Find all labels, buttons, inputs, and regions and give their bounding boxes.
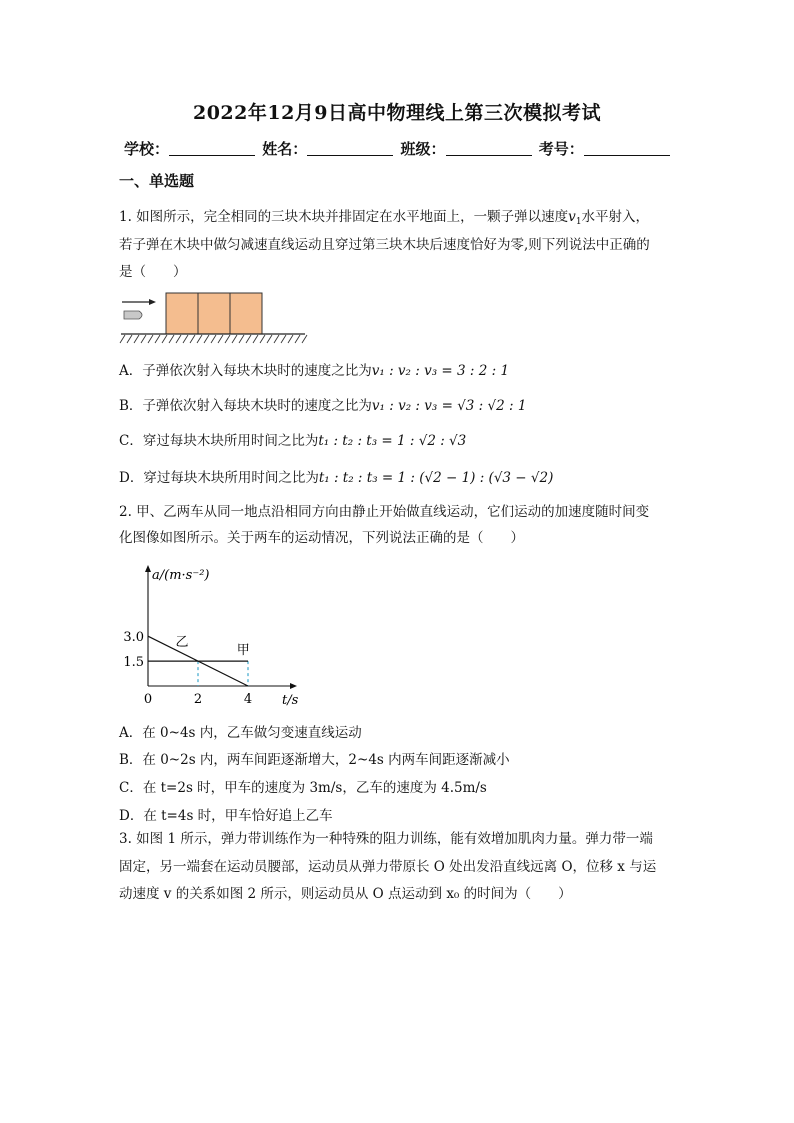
q1-line1: 1. 如图所示，完全相同的三块木块并排固定在水平地面上，一颗子弹以速度$v_1$水平射入， xyxy=(119,209,650,227)
y-axis-label: a/(m·s⁻²) xyxy=(152,568,210,583)
class-label: 班级： xyxy=(400,140,446,158)
q1-option-b[interactable]: B．子弹依次射入每块木块时的速度之比为v₁ : v₂ : v₃ = √3 : √2 : 1 xyxy=(119,398,527,414)
velocity-arrow-head xyxy=(149,299,156,305)
q2-option-b[interactable]: B．在 0~2s 内，两车间距逐渐增大，2~4s 内两车间距逐渐减小 xyxy=(119,752,510,768)
x-tick-label: 0 xyxy=(143,692,153,707)
bullet-icon xyxy=(124,311,142,319)
q1-option-c[interactable]: C．穿过每块木块所用时间之比为t₁ : t₂ : t₃ = 1 : √2 : √3 xyxy=(119,433,467,449)
q3-line3: 动速度 v 的关系如图 2 所示，则运动员从 O 点运动到 x₀ 的时间为（ ） xyxy=(119,886,572,902)
wood-block-1 xyxy=(166,293,198,334)
section-title: 一、单选题 xyxy=(119,172,195,190)
series-label-yi: 乙 xyxy=(175,634,189,650)
school-blank[interactable] xyxy=(169,141,255,156)
wood-block-3 xyxy=(230,293,262,334)
q1-option-a[interactable]: A．子弹依次射入每块木块时的速度之比为v₁ : v₂ : v₃ = 3 : 2 : 1 xyxy=(119,363,510,379)
x-axis-arrow xyxy=(290,683,297,689)
q3-line2: 固定，另一端套在运动员腰部，运动员从弹力带原长 O 处出发沿直线远离 O，位移 x 与运 xyxy=(119,859,657,875)
q3-line1: 3. 如图 1 所示，弹力带训练作为一种特殊的阻力训练，能有效增加肌肉力量。弹力带一端 xyxy=(119,831,653,847)
q1-line3: 是（ ） xyxy=(119,264,187,280)
name-label: 姓名： xyxy=(262,140,308,158)
q2-option-a[interactable]: A．在 0~4s 内，乙车做匀变速直线运动 xyxy=(119,725,362,741)
q2-line1: 2. 甲、乙两车从同一地点沿相同方向由静止开始做直线运动，它们运动的加速度随时间变 xyxy=(119,504,650,520)
q2-acceleration-chart xyxy=(110,558,320,710)
q2-option-c[interactable]: C．在 t=2s 时，甲车的速度为 3m/s，乙车的速度为 4.5m/s xyxy=(119,780,487,796)
school-label: 学校： xyxy=(124,140,170,158)
q1-figure xyxy=(119,290,309,346)
q2-line2: 化图像如图所示。关于两车的运动情况，下列说法正确的是（ ） xyxy=(119,530,524,546)
student-info-row xyxy=(124,138,672,159)
name-blank[interactable] xyxy=(307,141,393,156)
class-blank[interactable] xyxy=(446,141,532,156)
q1-v1-symbol: $v_1$ xyxy=(568,209,582,227)
series-label-jia: 甲 xyxy=(236,643,250,659)
q1-option-d[interactable]: D．穿过每块木块所用时间之比为t₁ : t₂ : t₃ = 1 : (√2 − 1) : (√3 − √2) xyxy=(119,470,554,486)
exam-no-label: 考号： xyxy=(538,140,584,158)
ground-hatching xyxy=(120,335,307,343)
q2-option-d[interactable]: D．在 t=4s 时，甲车恰好追上乙车 xyxy=(119,808,333,824)
x-tick-label: 4 xyxy=(243,692,253,707)
exam-no-blank[interactable] xyxy=(584,141,670,156)
q1-line2: 若子弹在木块中做匀减速直线运动且穿过第三块木块后速度恰好为零,则下列说法中正确的 xyxy=(119,237,650,253)
y-axis-arrow xyxy=(145,565,151,572)
page-title: 2022年12月9日高中物理线上第三次模拟考试 xyxy=(192,102,602,124)
wood-block-2 xyxy=(198,293,230,334)
x-tick-label: 2 xyxy=(193,692,203,707)
y-tick-label: 1.5 xyxy=(123,655,144,671)
x-axis-label: t/s xyxy=(282,693,299,708)
y-tick-label: 3.0 xyxy=(123,630,144,646)
